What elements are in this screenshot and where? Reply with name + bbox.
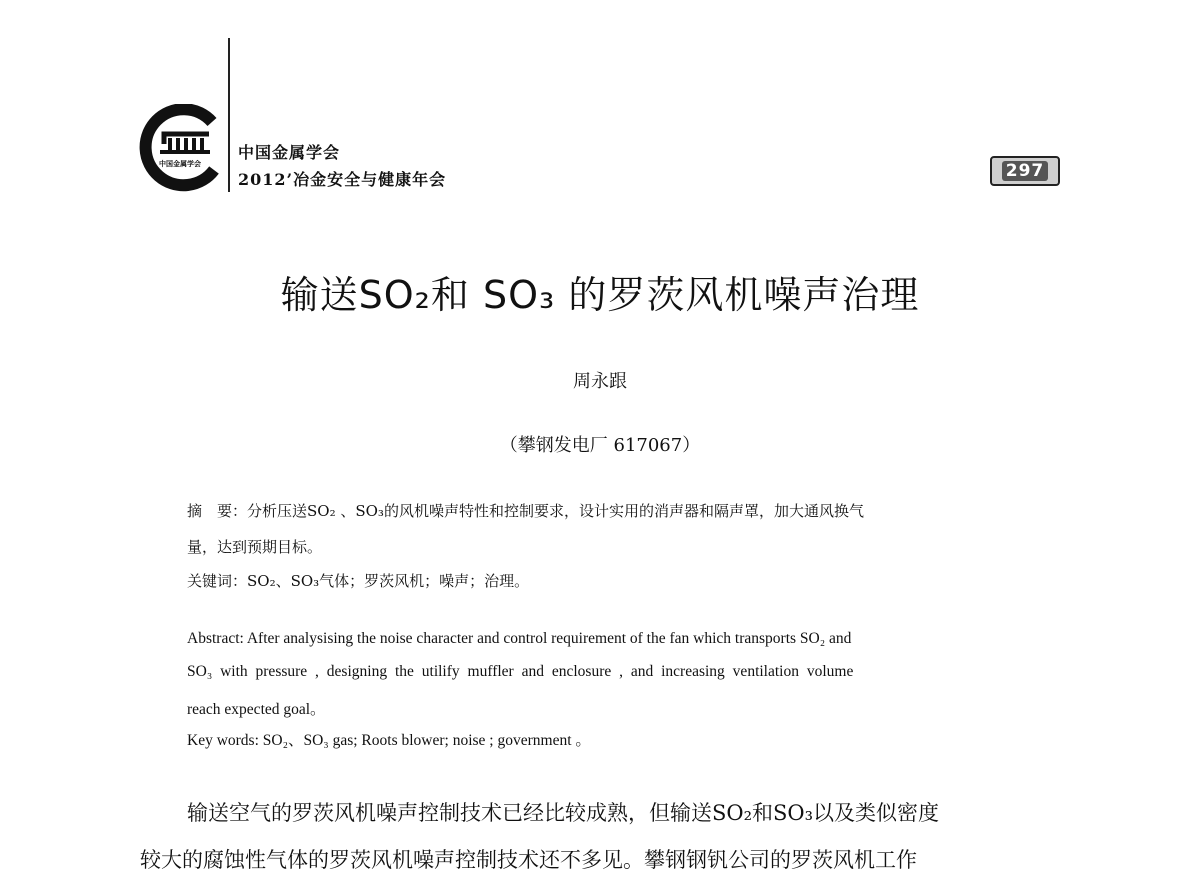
page-number-badge xyxy=(990,156,1060,186)
society-logo xyxy=(134,104,224,194)
logo-text: 中国金属学会 xyxy=(159,160,201,168)
abstract-cn-line1: 摘 要：分析压送SO₂ 、SO₃的风机噪声特性和控制要求，设计实用的消声器和隔声罩，加大通风换气 xyxy=(187,502,864,520)
paper-affiliation: （攀钢发电厂 617067） xyxy=(499,435,701,456)
paper-title: 输送SO₂和 SO₃ 的罗茨风机噪声治理 xyxy=(280,273,920,317)
conference-name: 2012’冶金安全与健康年会 xyxy=(238,170,447,189)
keywords-cn: 关键词：SO₂、SO₃气体；罗茨风机；噪声；治理。 xyxy=(187,572,530,590)
body-paragraph-line2: 较大的腐蚀性气体的罗茨风机噪声控制技术还不多见。攀钢钢钒公司的罗茨风机工作 xyxy=(140,848,917,872)
keywords-en: Key words: SO₂、SO₃ gas; Roots blower; noise ; government 。 xyxy=(187,732,591,749)
page-number: 297 xyxy=(1002,161,1049,181)
abstract-en-line2: SO₃ with pressure , designing the utilify muffler and enclosure , and increasing ventilation volume xyxy=(187,663,854,680)
abstract-en-line1: Abstract: After analysising the noise character and control requirement of the fan which transports SO₂ and xyxy=(187,630,852,647)
body-paragraph-line1: 输送空气的罗茨风机噪声控制技术已经比较成熟，但输送SO₂和SO₃以及类似密度 xyxy=(187,801,940,825)
header-divider xyxy=(228,38,230,192)
org-name: 中国金属学会 xyxy=(238,143,341,162)
abstract-en-line3: reach expected goal。 xyxy=(187,701,326,718)
paper-author: 周永跟 xyxy=(573,371,627,392)
abstract-cn-line2: 量，达到预期目标。 xyxy=(187,538,323,556)
